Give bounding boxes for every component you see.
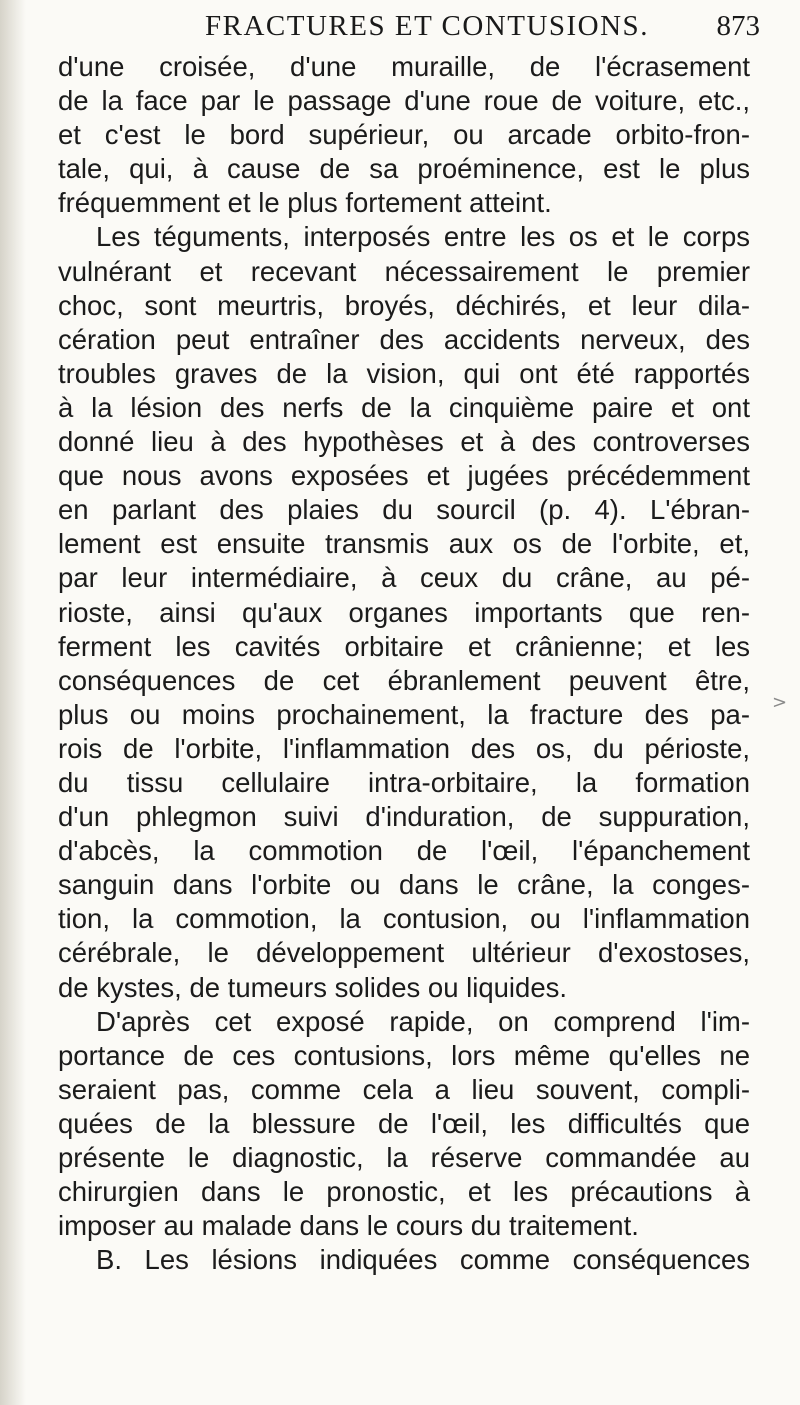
text-line: en parlant des plaies du sourcil (p. 4). L'ébran- (58, 494, 750, 526)
text-line: donné lieu à des hypothèses et à des controverses (58, 426, 750, 458)
text-line: d'une croisée, d'une muraille, de l'écrasement (58, 51, 750, 82)
text-line: Les téguments, interposés entre les os et le corps (96, 221, 750, 253)
text-line: par leur intermédiaire, à ceux du crâne, au pé- (58, 562, 750, 594)
text-line: lement est ensuite transmis aux os de l'orbite, et, (58, 528, 750, 560)
text-line: sanguin dans l'orbite ou dans le crâne, la conges- (58, 869, 750, 901)
text-line: D'après cet exposé rapide, on comprend l'im- (96, 1005, 750, 1037)
text-line: présente le diagnostic, la réserve commandée au (58, 1142, 750, 1173)
text-line: que nous avons exposées et jugées précédemment (58, 460, 750, 492)
text-line: seraient pas, comme cela a lieu souvent, compli- (58, 1073, 750, 1105)
text-line: plus ou moins prochainement, la fracture des pa- (58, 698, 750, 730)
text-line: du tissu cellulaire intra-orbitaire, la formation (58, 766, 750, 798)
body-text (58, 50, 750, 1277)
text-line: choc, sont meurtris, broyés, déchirés, et leur dila- (58, 289, 750, 321)
text-line: quées de la blessure de l'œil, les difficultés que (58, 1107, 750, 1139)
text-line: à la lésion des nerfs de la cinquième paire et ont (58, 391, 750, 423)
text-line: de kystes, de tumeurs solides ou liquides. (58, 971, 568, 1003)
text-line: rioste, ainsi qu'aux organes importants que ren- (58, 596, 750, 628)
text-line: et c'est le bord supérieur, ou arcade orbito-fron- (58, 119, 750, 151)
page-number: 873 (716, 10, 760, 42)
running-title: FRACTURES ET CONTUSIONS. (205, 10, 649, 42)
text-line: tion, la commotion, la contusion, ou l'inflammation (58, 903, 750, 935)
page-gutter-shadow (0, 0, 26, 1405)
text-line: conséquences de cet ébranlement peuvent être, (58, 664, 750, 696)
text-line: portance de ces contusions, lors même qu'elles ne (58, 1039, 750, 1071)
text-line: troubles graves de la vision, qui ont été rapportés (58, 357, 750, 389)
text-line: ferment les cavités orbitaire et crânienne; et les (58, 630, 750, 662)
text-line: tale, qui, à cause de sa proéminence, est le plus (58, 153, 750, 185)
text-line: d'abcès, la commotion de l'œil, l'épanchement (58, 835, 750, 867)
margin-mark: > (772, 692, 788, 713)
text-line: chirurgien dans le pronostic, et les précautions à (58, 1176, 750, 1208)
text-line: vulnérant et recevant nécessairement le premier (58, 255, 750, 287)
page-header (205, 4, 760, 52)
text-line: cérébrale, le développement ultérieur d'exostoses, (58, 937, 750, 969)
text-line: fréquemment et le plus fortement atteint. (58, 187, 552, 219)
text-line: d'un phlegmon suivi d'induration, de suppuration, (58, 801, 750, 833)
text-line: cération peut entraîner des accidents nerveux, des (58, 323, 750, 355)
text-line: imposer au malade dans le cours du traitement. (58, 1210, 639, 1242)
text-line: rois de l'orbite, l'inflammation des os, du périoste, (58, 732, 750, 764)
text-line: B. Les lésions indiquées comme conséquences (96, 1244, 750, 1276)
text-line: de la face par le passage d'une roue de voiture, etc., (58, 85, 750, 117)
